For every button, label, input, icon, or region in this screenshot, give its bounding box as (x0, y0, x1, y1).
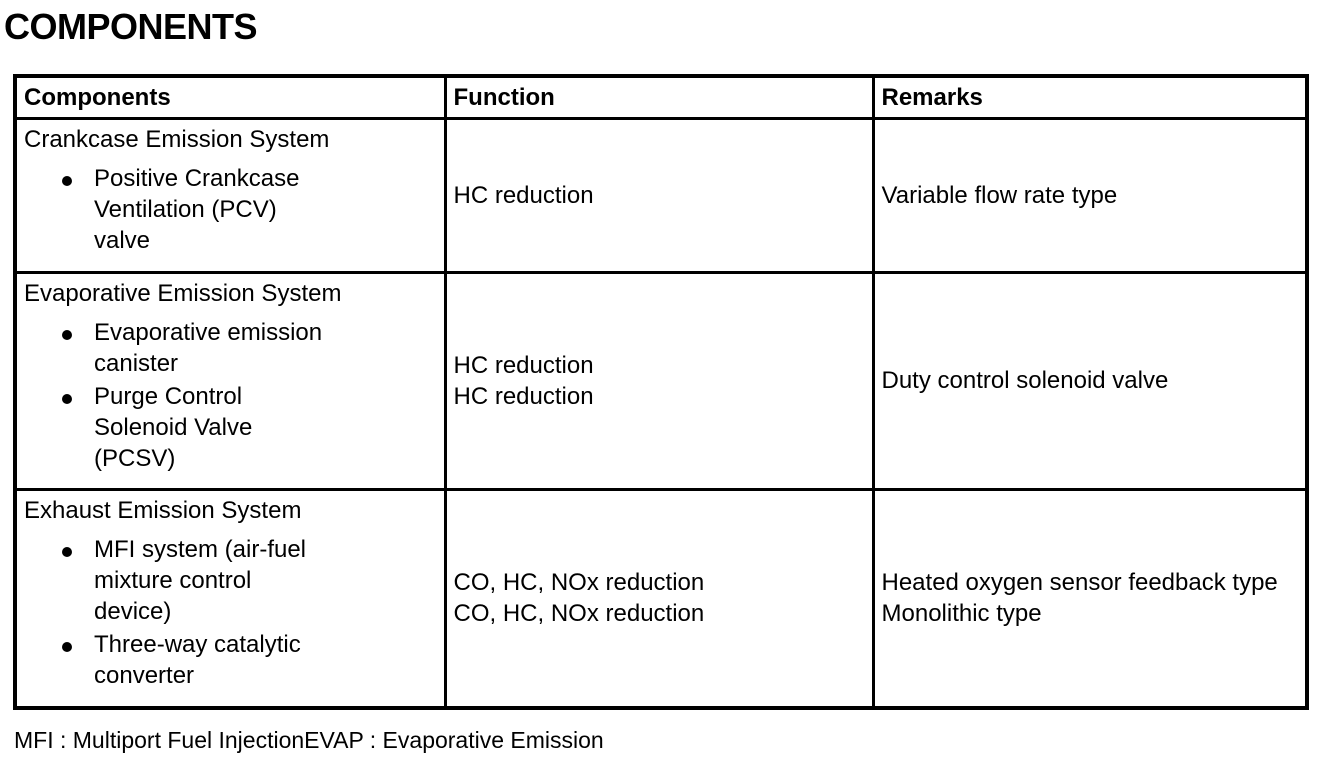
list-item (24, 534, 334, 627)
function-line: HC reduction (453, 382, 594, 410)
components-table (13, 74, 1309, 710)
table-row (15, 119, 1307, 273)
component-item-label: Purge Control Solenoid Valve (PCSV) (94, 383, 253, 472)
function-line: HC reduction (453, 351, 594, 379)
component-item-label: Positive Crankcase Ventilation (PCV) valve (94, 165, 300, 254)
remark-line: Monolithic type (881, 599, 1042, 627)
component-list (24, 163, 438, 256)
remarks-cell (873, 490, 1307, 708)
component-list (24, 534, 438, 691)
function-line: HC reduction (453, 181, 594, 209)
list-item (24, 163, 334, 256)
component-item-label: Three-way catalytic converter (94, 631, 301, 689)
function-cell (445, 490, 873, 708)
function-cell (445, 273, 873, 490)
header-components: Components (15, 76, 445, 119)
table-row (15, 490, 1307, 708)
page-title: COMPONENTS (4, 6, 258, 47)
components-cell (15, 490, 445, 708)
bullet-icon (62, 330, 72, 340)
components-cell (15, 119, 445, 273)
remark-line: Heated oxygen sensor feedback type (881, 568, 1278, 596)
function-cell (445, 119, 873, 273)
remark-line: Variable flow rate type (881, 181, 1118, 209)
bullet-icon (62, 394, 72, 404)
component-list (24, 317, 438, 474)
bullet-icon (62, 642, 72, 652)
list-item (24, 317, 334, 379)
table-row (15, 273, 1307, 490)
header-function: Function (445, 76, 873, 119)
list-item (24, 629, 334, 691)
footnote: MFI : Multiport Fuel InjectionEVAP : Evaporative Emission (14, 727, 604, 753)
component-item-label: MFI system (air-fuel mixture control device) (94, 536, 307, 625)
system-name: Evaporative Emission System (24, 280, 342, 307)
function-line: CO, HC, NOx reduction (453, 599, 705, 627)
component-item-label: Evaporative emission canister (94, 319, 323, 377)
system-name: Exhaust Emission System (24, 497, 302, 524)
list-item (24, 381, 334, 474)
components-cell (15, 273, 445, 490)
bullet-icon (62, 176, 72, 186)
header-remarks: Remarks (873, 76, 1307, 119)
remark-line: Duty control solenoid valve (881, 367, 1169, 394)
remarks-cell (873, 119, 1307, 273)
table-header-row (15, 76, 1307, 119)
system-name: Crankcase Emission System (24, 126, 330, 153)
remarks-cell (873, 273, 1307, 490)
function-line: CO, HC, NOx reduction (453, 568, 705, 596)
bullet-icon (62, 547, 72, 557)
